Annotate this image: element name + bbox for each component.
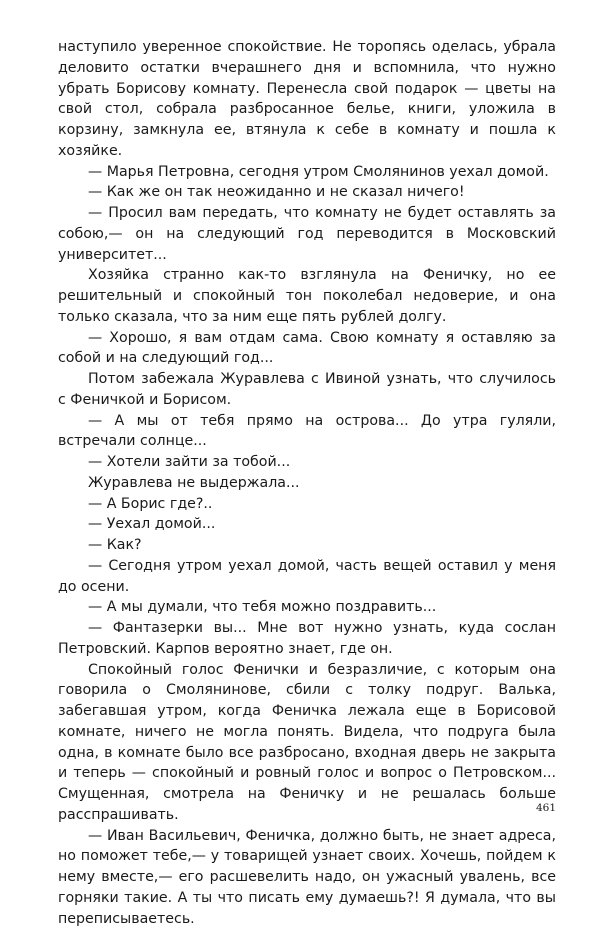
paragraph: — А мы от тебя прямо на острова... До утра гуляли, встречали солнце... (58, 411, 556, 453)
paragraph: — Как же он так неожиданно и не сказал ничего! (58, 182, 556, 203)
paragraph: наступило уверенное спокойствие. Не торопясь оделась, убрала деловито остатки вчерашнего дня и вспомнила, что нужно убрать Борисову комнату. Перенесла свой подарок — цветы на свой стол, собрала разбросанное белье, книги, уложила в корзину, замкнула ее, втянула к себе в комнату и пошла к хозяйке. (58, 37, 556, 162)
paragraph: — А Борис где?.. (58, 494, 556, 515)
page-number: 461 (536, 802, 556, 814)
paragraph: — Уехал домой... (58, 514, 556, 535)
paragraph: — Марья Петровна, сегодня утром Смолянинов уехал домой. (58, 162, 556, 183)
paragraph: — Просил вам передать, что комнату не будет оставлять за собою,— он на следующий год переводится в Московский университет... (58, 203, 556, 265)
paragraph: — Хорошо, я вам отдам сама. Свою комнату я оставляю за собой и на следующий год... (58, 328, 556, 370)
paragraph: Журавлева не выдержала... (58, 473, 556, 494)
paragraph: — Сегодня утром уехал домой, часть вещей оставил у меня до осени. (58, 556, 556, 598)
paragraph: — Как? (58, 535, 556, 556)
paragraph: — А мы думали, что тебя можно поздравить... (58, 597, 556, 618)
paragraph: — Иван Васильевич, Феничка, должно быть, не знает адреса, но поможет тебе,— у товарищей узнает своих. Хочешь, пойдем к нему вместе,— его расшевелить надо, он ужасный увалень, все горняки такие. А ты что писать ему думаешь?! Я думала, что вы переписываетесь. (58, 826, 556, 929)
page-text (58, 37, 556, 929)
paragraph: Хозяйка странно как-то взглянула на Феничку, но ее решительный и спокойный тон поколебал недоверие, и она только сказала, что за ним еще пять рублей долгу. (58, 265, 556, 327)
paragraph: Спокойный голос Фенички и безразличие, с которым она говорила о Смолянинове, сбили с толку подруг. Валька, забегавшая утром, когда Феничка лежала еще в Борисовой комнате, ничего не могла понять. Видела, что подруга была одна, в комнате было все разбросано, входная дверь не закрыта и теперь — спокойный и ровный голос и вопрос о Петровском... Смущенная, смотрела на Феничку и не решалась больше расспрашивать. (58, 660, 556, 826)
paragraph: Потом забежала Журавлева с Ивиной узнать, что случилось с Феничкой и Борисом. (58, 369, 556, 411)
paragraph: — Фантазерки вы... Мне вот нужно узнать, куда сослан Петровский. Карпов вероятно знает, где он. (58, 618, 556, 660)
paragraph: — Хотели зайти за тобой... (58, 452, 556, 473)
